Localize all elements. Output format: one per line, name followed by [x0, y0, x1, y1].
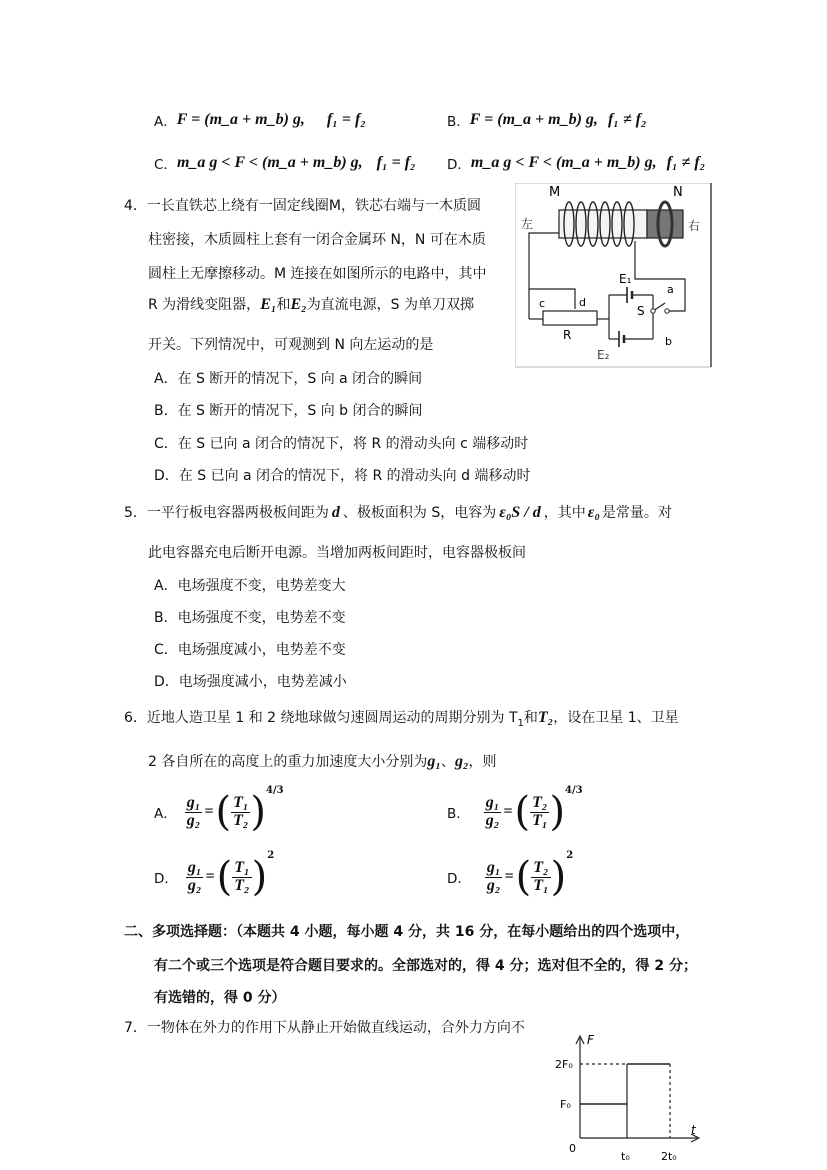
q3-option-c — [154, 153, 416, 173]
formula-2: f₁ ≠ f₂ — [607, 111, 647, 128]
q6-text-d: 2 各自所在的高度上的重力加速度大小分别为 — [148, 754, 428, 770]
tick-2f0: 2F₀ — [555, 1058, 573, 1071]
q5-text-a: 5．一平行板电容器两极板间距为 — [124, 505, 329, 521]
q5-option-c: C．电场强度减小，电势差不变 — [154, 642, 346, 658]
option-key: B． — [447, 114, 470, 130]
label-m: M — [549, 185, 561, 200]
q6-option-b: B． $\frac{\text{g₁}}{\text{g₂}}$ = ( $\frac{\text{T₂}}{\text{T₁}}$ ) 4/3 — [447, 784, 583, 835]
axis-f-label: F — [587, 1033, 594, 1047]
label-right: 右 — [688, 219, 701, 233]
label-s: S — [637, 304, 645, 318]
epsilon-symbol: ε₀ — [587, 504, 600, 521]
rhs-fraction: $\frac{\text{T₂}}{\text{T₁}}$ — [533, 858, 549, 894]
label-c: c — [539, 297, 546, 310]
q5-text-c: ，其中 — [543, 505, 586, 521]
q6-text-c: ，设在卫星 1、卫星 — [553, 710, 679, 726]
q6-sep: 、 — [440, 754, 455, 770]
q4-line-4a: R 为滑线变阻器， — [148, 297, 261, 313]
formula: m_a g < F < (m_a + m_b) g, — [176, 154, 363, 171]
rhs-fraction: $\frac{\text{T₁}}{\text{T₂}}$ — [233, 793, 249, 829]
q3-option-a — [154, 110, 366, 130]
wooden-cylinder — [647, 210, 683, 238]
q5-line-1 — [124, 502, 672, 522]
q6-line-2 — [148, 751, 497, 771]
lhs-fraction: $\frac{\text{g₁}}{\text{g₂}}$ — [186, 793, 201, 829]
lhs-fraction: $\frac{\text{g₁}}{\text{g₂}}$ — [187, 858, 202, 894]
q6-option-c: D． $\frac{\text{g₁}}{\text{g₂}}$ = ( $\frac{\text{T₁}}{\text{T₂}}$ ) 2 — [154, 849, 275, 900]
q5-text-d: 是常量。对 — [601, 505, 672, 521]
g2-symbol: g₂ — [454, 753, 469, 770]
axis-t-label: t — [691, 1123, 696, 1137]
q4-circuit-figure — [515, 183, 713, 369]
label-a: a — [667, 283, 674, 296]
e2-symbol: E₂ — [290, 296, 307, 313]
resistor-r — [543, 311, 597, 325]
e1-symbol: E₁ — [260, 296, 277, 313]
exponent: 4/3 — [565, 784, 583, 796]
q6-option-d: D． $\frac{\text{g₁}}{\text{g₂}}$ = ( $\frac{\text{T₂}}{\text{T₁}}$ ) 2 — [447, 849, 574, 900]
option-key: A． — [154, 806, 177, 822]
formula: F = (m_a + m_b) g, — [176, 111, 305, 128]
section-2-line-1: 二、多项选择题：（本题共 4 小题，每小题 4 分，共 16 分，在每小题给出的四个选项中， — [124, 924, 690, 940]
section-2-line-2: 有二个或三个选项是符合题目要求的。全部选对的，得 4 分；选对但不全的，得 2 分； — [154, 958, 697, 974]
q4-line-4c: 为直流电源，S 为单刀双掷 — [306, 297, 475, 313]
formula: m_a g < F < (m_a + m_b) g, — [470, 154, 657, 171]
option-key: D． — [447, 157, 471, 173]
q4-line-5: 开关。下列情况中，可观测到 N 向左运动的是 — [148, 337, 434, 353]
tick-2t0: 2t₀ — [661, 1150, 677, 1163]
q3-option-d — [447, 153, 705, 173]
label-b: b — [665, 335, 672, 348]
label-e2: E₂ — [597, 348, 610, 362]
formula-2: f₁ = f₂ — [376, 154, 416, 171]
q4-line-2: 柱密接，木质圆柱上套有一闭合金属环 N，N 可在木质 — [148, 232, 486, 248]
q5-option-d: D．电场强度减小，电势差减小 — [154, 674, 347, 690]
q6-line-1 — [124, 707, 679, 729]
q6-option-a: A． $\frac{\text{g₁}}{\text{g₂}}$ = ( $\frac{\text{T₁}}{\text{T₂}}$ ) 4/3 — [154, 784, 284, 835]
lhs-fraction: $\frac{\text{g₁}}{\text{g₂}}$ — [485, 793, 500, 829]
q5-line-2: 此电容器充电后断开电源。当增加两板间距时，电容器极板间 — [148, 545, 526, 561]
q5-option-b: B．电场强度不变，电势差不变 — [154, 610, 346, 626]
option-key: C． — [154, 157, 177, 173]
label-r: R — [563, 328, 572, 342]
option-key: B． — [447, 806, 470, 822]
q4-option-b: B．在 S 断开的情况下，S 向 b 闭合的瞬间 — [154, 403, 423, 419]
option-key: D． — [154, 871, 178, 887]
q4-line-4b: 和 — [276, 297, 291, 313]
q4-option-d: D．在 S 已向 a 闭合的情况下，将 R 的滑动头向 d 端移动时 — [154, 468, 531, 484]
label-d: d — [579, 296, 586, 309]
q5-option-a: A．电场强度不变，电势差变大 — [154, 578, 346, 594]
rhs-fraction: $\frac{\text{T₂}}{\text{T₁}}$ — [532, 793, 548, 829]
q7-line-1: 7．一物体在外力的作用下从静止开始做直线运动，合外力方向不 — [124, 1020, 525, 1036]
tick-t0: t₀ — [621, 1150, 630, 1163]
label-e1: E₁ — [619, 272, 632, 286]
q7-force-time-graph — [555, 1030, 705, 1165]
formula-2: f₁ ≠ f₂ — [666, 154, 706, 171]
q4-line-4 — [148, 294, 474, 314]
tick-origin: 0 — [569, 1142, 576, 1155]
lhs-fraction: $\frac{\text{g₁}}{\text{g₂}}$ — [486, 858, 501, 894]
formula: F = (m_a + m_b) g, — [469, 111, 598, 128]
q4-option-c: C．在 S 已向 a 闭合的情况下，将 R 的滑动头向 c 端移动时 — [154, 436, 529, 452]
option-key: A． — [154, 114, 177, 130]
t2-symbol: T₂ — [537, 709, 554, 726]
exponent: 4/3 — [266, 784, 284, 796]
option-key: D． — [447, 871, 471, 887]
q6-sub: 1 — [517, 717, 524, 729]
exponent: 2 — [566, 849, 574, 861]
rhs-fraction: $\frac{\text{T₁}}{\text{T₂}}$ — [234, 858, 250, 894]
q6-text-a: 6．近地人造卫星 1 和 2 绕地球做匀速圆周运动的周期分别为 T — [124, 710, 518, 726]
q6-text-b: 和 — [523, 710, 538, 726]
q6-text-e: ，则 — [468, 754, 497, 770]
q4-option-a: A．在 S 断开的情况下，S 向 a 闭合的瞬间 — [154, 371, 423, 387]
formula-2: f₁ = f₂ — [326, 111, 366, 128]
q4-line-1: 4．一长直铁芯上绕有一固定线圈M，铁芯右端与一木质圆 — [124, 198, 481, 214]
d-symbol: d — [331, 504, 340, 521]
label-n: N — [673, 185, 683, 200]
q5-text-b: 、极板面积为 S，电容为 — [342, 505, 497, 521]
q4-line-3: 圆柱上无摩擦移动。M 连接在如图所示的电路中，其中 — [148, 266, 487, 282]
tick-f0: F₀ — [560, 1098, 571, 1111]
section-2-line-3: 有选错的，得 0 分） — [154, 990, 286, 1006]
q3-option-b — [447, 110, 647, 130]
label-left: 左 — [521, 217, 534, 231]
capacitance-formula: ε₀S / d — [499, 504, 541, 521]
exponent: 2 — [267, 849, 275, 861]
g1-symbol: g₁ — [427, 753, 441, 770]
